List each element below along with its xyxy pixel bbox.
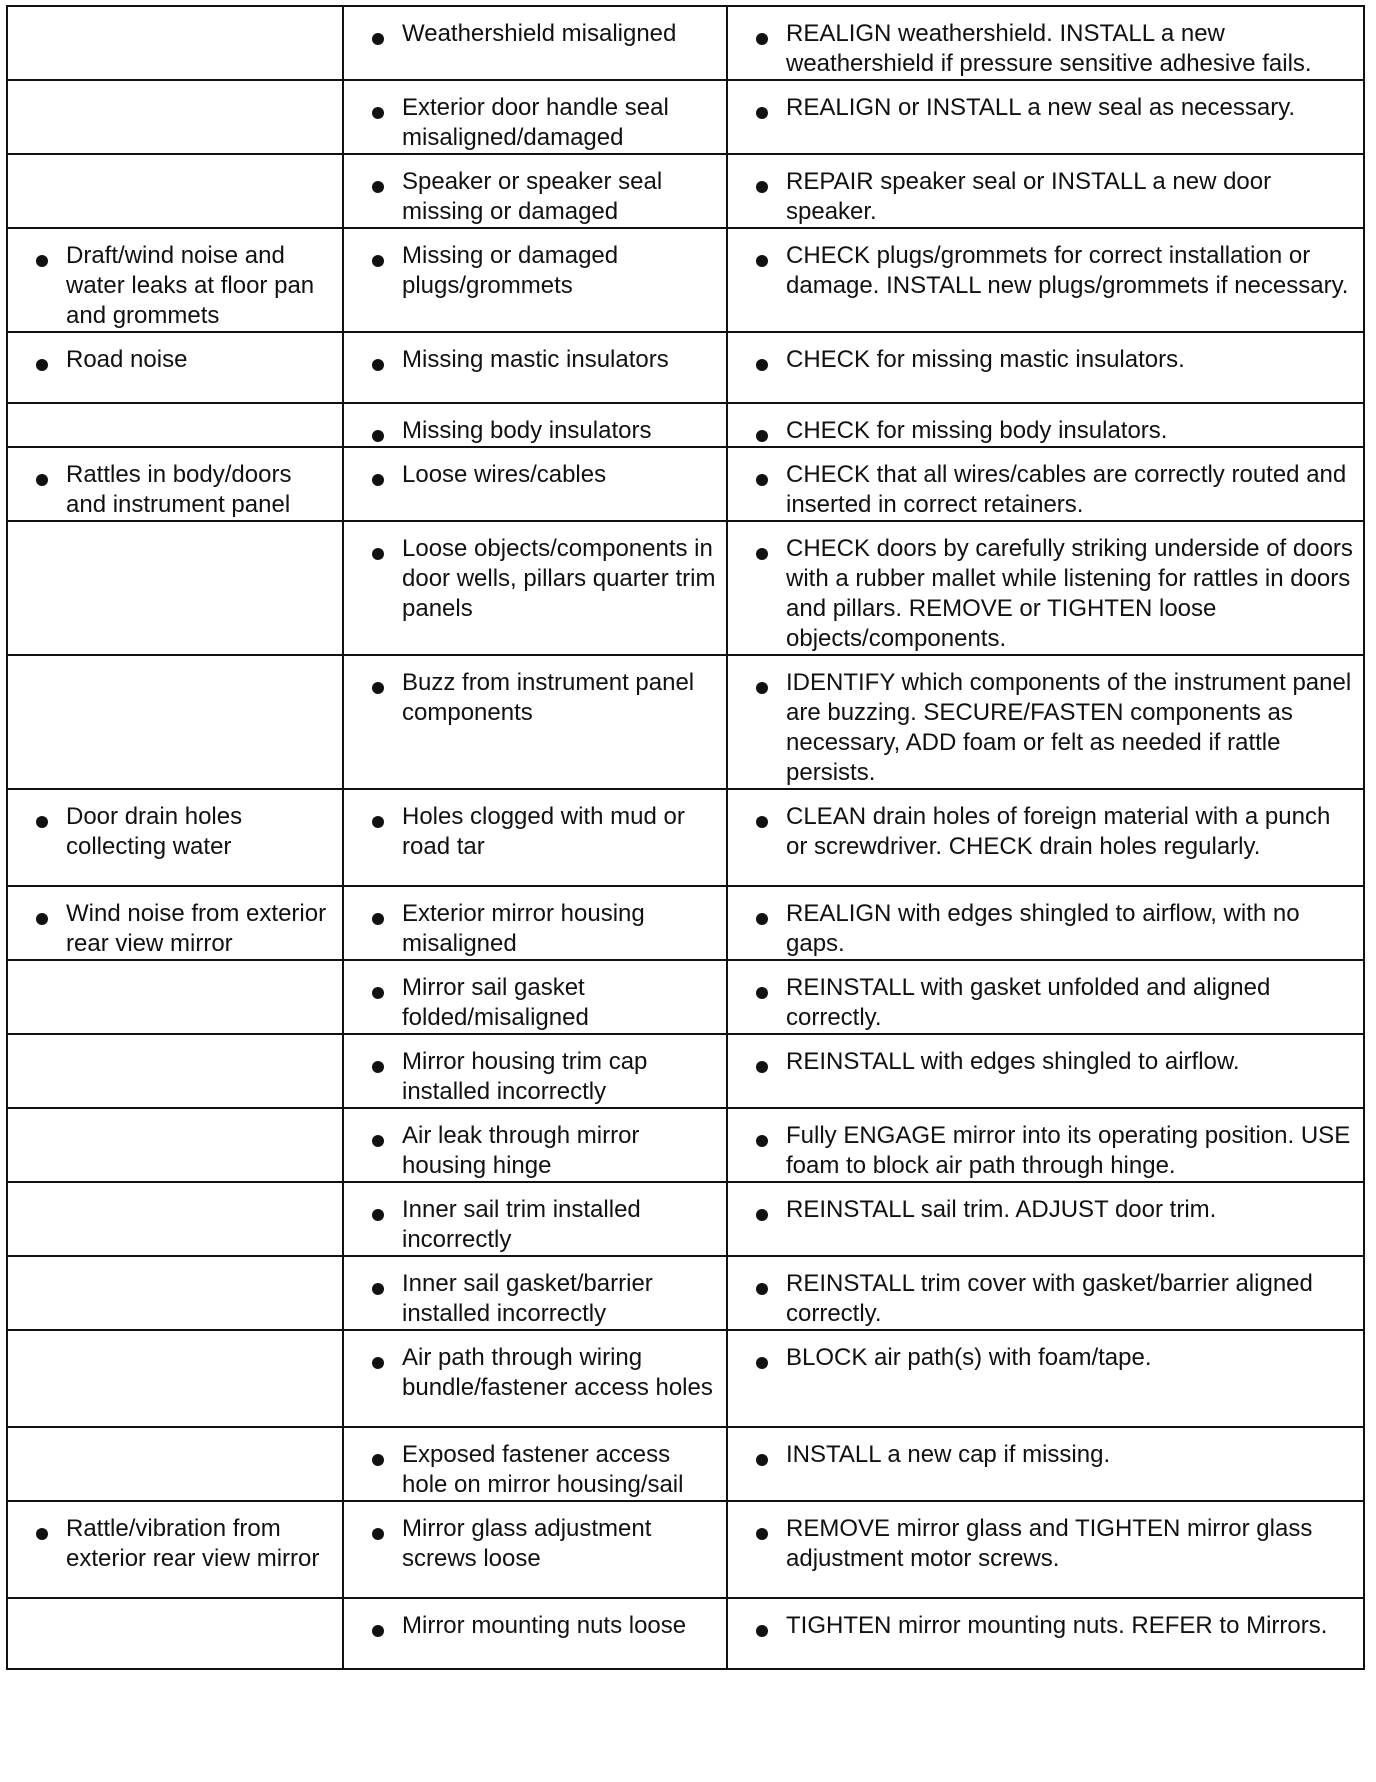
bullet-icon <box>756 1528 768 1540</box>
symptom-cell <box>7 403 343 447</box>
action-cell <box>727 960 1364 1034</box>
action-text: REPAIR speaker seal or INSTALL a new door speaker. <box>786 168 1272 225</box>
bullet-icon <box>372 1283 384 1295</box>
table-row <box>7 332 1364 403</box>
symptom-cell <box>7 332 343 403</box>
table-row <box>7 80 1364 154</box>
bullet-icon <box>756 1135 768 1147</box>
table-row <box>7 447 1364 521</box>
symptom-cell <box>7 960 343 1034</box>
cause-cell <box>343 80 727 154</box>
bullet-icon <box>756 359 768 371</box>
symptom-text: Rattle/vibration from exterior rear view mirror <box>66 1515 320 1572</box>
bullet-icon <box>756 682 768 694</box>
cause-text: Inner sail trim installed incorrectly <box>402 1196 641 1253</box>
cause-text: Weathershield misaligned <box>402 20 677 47</box>
cause-text: Loose wires/cables <box>402 461 607 488</box>
cause-cell <box>343 6 727 80</box>
bullet-icon <box>36 1528 48 1540</box>
table-row <box>7 403 1364 447</box>
cause-text: Air leak through mirror housing hinge <box>402 1122 640 1179</box>
bullet-icon <box>756 816 768 828</box>
symptom-cell <box>7 447 343 521</box>
cause-cell <box>343 886 727 960</box>
cause-cell <box>343 960 727 1034</box>
cause-cell <box>343 521 727 655</box>
bullet-icon <box>372 816 384 828</box>
action-cell <box>727 447 1364 521</box>
action-text: REALIGN weathershield. INSTALL a new weathershield if pressure sensitive adhesive fails. <box>786 20 1312 77</box>
action-cell <box>727 6 1364 80</box>
cause-cell <box>343 1108 727 1182</box>
action-text: CHECK for missing mastic insulators. <box>786 346 1185 373</box>
action-cell <box>727 886 1364 960</box>
bullet-icon <box>756 33 768 45</box>
cause-cell <box>343 1330 727 1427</box>
bullet-icon <box>756 987 768 999</box>
action-cell <box>727 1427 1364 1501</box>
table-row <box>7 1108 1364 1182</box>
bullet-icon <box>372 913 384 925</box>
action-text: CHECK doors by carefully striking underside of doors with a rubber mallet while listening for rattles in doors and pillars. REMOVE or TIGHTEN loose objects/components. <box>786 535 1353 652</box>
cause-cell <box>343 1182 727 1256</box>
bullet-icon <box>756 1283 768 1295</box>
symptom-cell <box>7 6 343 80</box>
bullet-icon <box>756 181 768 193</box>
symptom-cell <box>7 1501 343 1598</box>
cause-cell <box>343 1256 727 1330</box>
bullet-icon <box>372 682 384 694</box>
bullet-icon <box>36 913 48 925</box>
cause-text: Exterior door handle seal misaligned/damaged <box>402 94 669 151</box>
table-row <box>7 960 1364 1034</box>
action-text: BLOCK air path(s) with foam/tape. <box>786 1344 1152 1371</box>
bullet-icon <box>756 1209 768 1221</box>
symptom-cell <box>7 1256 343 1330</box>
bullet-icon <box>372 255 384 267</box>
bullet-icon <box>756 430 768 442</box>
bullet-icon <box>756 1454 768 1466</box>
action-text: REALIGN with edges shingled to airflow, with no gaps. <box>786 900 1300 957</box>
cause-text: Mirror glass adjustment screws loose <box>402 1515 652 1572</box>
bullet-icon <box>36 816 48 828</box>
action-text: REINSTALL with edges shingled to airflow. <box>786 1048 1240 1075</box>
cause-cell <box>343 403 727 447</box>
symptom-text: Door drain holes collecting water <box>66 803 243 860</box>
bullet-icon <box>756 548 768 560</box>
cause-text: Buzz from instrument panel components <box>402 669 695 726</box>
cause-cell <box>343 1598 727 1669</box>
table-row <box>7 655 1364 789</box>
action-cell <box>727 80 1364 154</box>
diagnosis-table <box>6 5 1365 1670</box>
symptom-cell <box>7 1427 343 1501</box>
action-text: INSTALL a new cap if missing. <box>786 1441 1111 1468</box>
table-row <box>7 1256 1364 1330</box>
cause-cell <box>343 1501 727 1598</box>
symptom-cell <box>7 521 343 655</box>
cause-text: Holes clogged with mud or road tar <box>402 803 685 860</box>
symptom-cell <box>7 1182 343 1256</box>
cause-text: Exterior mirror housing misaligned <box>402 900 645 957</box>
bullet-icon <box>372 1357 384 1369</box>
symptom-text: Draft/wind noise and water leaks at floor pan and grommets <box>66 242 315 329</box>
bullet-icon <box>756 1625 768 1637</box>
action-text: CLEAN drain holes of foreign material with a punch or screwdriver. CHECK drain holes regularly. <box>786 803 1331 860</box>
bullet-icon <box>372 1454 384 1466</box>
cause-text: Mirror sail gasket folded/misaligned <box>402 974 589 1031</box>
symptom-cell <box>7 789 343 886</box>
bullet-icon <box>372 1625 384 1637</box>
action-text: Fully ENGAGE mirror into its operating position. USE foam to block air path through hinge. <box>786 1122 1351 1179</box>
bullet-icon <box>372 1528 384 1540</box>
action-cell <box>727 1598 1364 1669</box>
symptom-cell <box>7 1330 343 1427</box>
action-cell <box>727 1182 1364 1256</box>
table-row <box>7 228 1364 332</box>
bullet-icon <box>36 255 48 267</box>
action-text: REINSTALL with gasket unfolded and aligned correctly. <box>786 974 1271 1031</box>
action-cell <box>727 403 1364 447</box>
cause-cell <box>343 154 727 228</box>
bullet-icon <box>372 1209 384 1221</box>
table-row <box>7 1034 1364 1108</box>
table-row <box>7 789 1364 886</box>
action-cell <box>727 332 1364 403</box>
symptom-cell <box>7 655 343 789</box>
symptom-text: Rattles in body/doors and instrument panel <box>66 461 292 518</box>
table-row <box>7 1598 1364 1669</box>
cause-text: Loose objects/components in door wells, pillars quarter trim panels <box>402 535 716 622</box>
cause-text: Speaker or speaker seal missing or damaged <box>402 168 663 225</box>
table-row <box>7 1330 1364 1427</box>
bullet-icon <box>756 1357 768 1369</box>
cause-text: Exposed fastener access hole on mirror housing/sail <box>402 1441 684 1498</box>
action-text: CHECK plugs/grommets for correct installation or damage. INSTALL new plugs/grommets if necessary. <box>786 242 1349 299</box>
cause-cell <box>343 447 727 521</box>
bullet-icon <box>756 255 768 267</box>
action-text: CHECK for missing body insulators. <box>786 417 1168 444</box>
cause-cell <box>343 228 727 332</box>
bullet-icon <box>372 359 384 371</box>
symptom-cell <box>7 80 343 154</box>
cause-cell <box>343 655 727 789</box>
table-row <box>7 521 1364 655</box>
bullet-icon <box>372 430 384 442</box>
symptom-cell <box>7 1034 343 1108</box>
action-text: REALIGN or INSTALL a new seal as necessary. <box>786 94 1296 121</box>
cause-cell <box>343 1034 727 1108</box>
cause-text: Missing body insulators <box>402 417 652 444</box>
bullet-icon <box>372 107 384 119</box>
cause-text: Inner sail gasket/barrier installed incorrectly <box>402 1270 653 1327</box>
symptom-cell <box>7 1598 343 1669</box>
diagnosis-table-body <box>7 6 1364 1669</box>
action-text: IDENTIFY which components of the instrument panel are buzzing. SECURE/FASTEN components as necessary, ADD foam or felt as needed if rattle persists. <box>786 669 1352 786</box>
cause-text: Air path through wiring bundle/fastener access holes <box>402 1344 713 1401</box>
cause-cell <box>343 332 727 403</box>
bullet-icon <box>372 548 384 560</box>
action-text: REMOVE mirror glass and TIGHTEN mirror glass adjustment motor screws. <box>786 1515 1313 1572</box>
action-cell <box>727 1034 1364 1108</box>
action-cell <box>727 789 1364 886</box>
table-row <box>7 886 1364 960</box>
bullet-icon <box>372 474 384 486</box>
table-row <box>7 1182 1364 1256</box>
action-cell <box>727 154 1364 228</box>
cause-text: Mirror mounting nuts loose <box>402 1612 687 1639</box>
action-cell <box>727 655 1364 789</box>
symptom-cell <box>7 228 343 332</box>
bullet-icon <box>372 1135 384 1147</box>
cause-cell <box>343 789 727 886</box>
bullet-icon <box>372 1061 384 1073</box>
action-text: REINSTALL sail trim. ADJUST door trim. <box>786 1196 1217 1223</box>
symptom-cell <box>7 886 343 960</box>
bullet-icon <box>756 1061 768 1073</box>
symptom-text: Road noise <box>66 346 188 373</box>
cause-text: Mirror housing trim cap installed incorrectly <box>402 1048 648 1105</box>
action-text: CHECK that all wires/cables are correctly routed and inserted in correct retainers. <box>786 461 1347 518</box>
bullet-icon <box>756 474 768 486</box>
bullet-icon <box>756 107 768 119</box>
symptom-cell <box>7 154 343 228</box>
cause-text: Missing or damaged plugs/grommets <box>402 242 619 299</box>
symptom-text: Wind noise from exterior rear view mirror <box>66 900 327 957</box>
cause-text: Missing mastic insulators <box>402 346 669 373</box>
action-text: TIGHTEN mirror mounting nuts. REFER to Mirrors. <box>786 1612 1328 1639</box>
action-cell <box>727 521 1364 655</box>
table-row <box>7 1427 1364 1501</box>
action-cell <box>727 1256 1364 1330</box>
action-cell <box>727 228 1364 332</box>
symptom-cell <box>7 1108 343 1182</box>
action-cell <box>727 1330 1364 1427</box>
action-cell <box>727 1501 1364 1598</box>
action-cell <box>727 1108 1364 1182</box>
bullet-icon <box>36 474 48 486</box>
bullet-icon <box>372 181 384 193</box>
action-text: REINSTALL trim cover with gasket/barrier aligned correctly. <box>786 1270 1313 1327</box>
cause-cell <box>343 1427 727 1501</box>
table-row <box>7 1501 1364 1598</box>
bullet-icon <box>372 987 384 999</box>
table-row <box>7 154 1364 228</box>
bullet-icon <box>372 33 384 45</box>
bullet-icon <box>756 913 768 925</box>
bullet-icon <box>36 359 48 371</box>
table-row <box>7 6 1364 80</box>
